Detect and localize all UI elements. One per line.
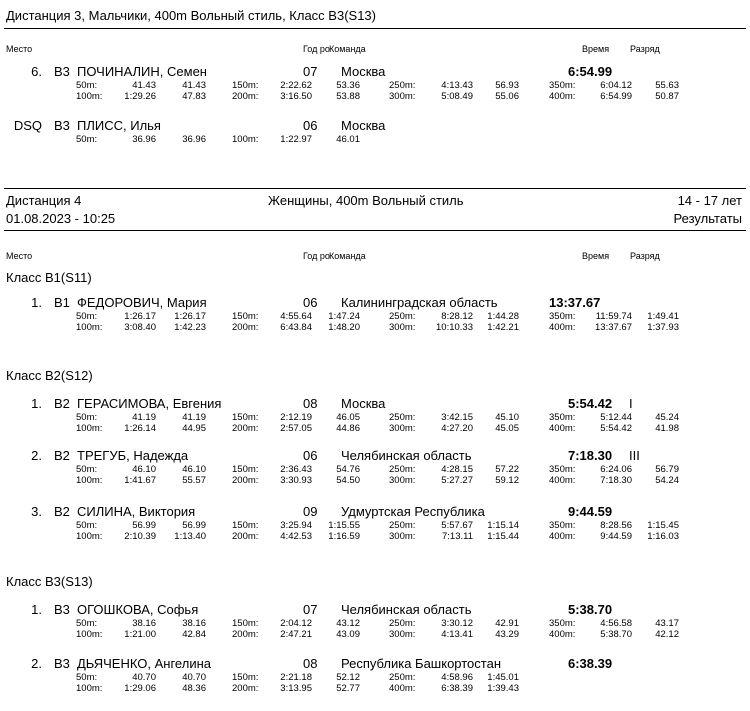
section2-top-divider — [4, 188, 746, 189]
birth-year: 07 — [303, 602, 318, 617]
age-group: 14 - 17 лет — [677, 193, 742, 208]
split-distance-label: 200m: — [232, 629, 259, 640]
birth-year: 08 — [303, 396, 318, 411]
split-time: 41.98 — [655, 423, 679, 434]
split-time: 4:13.41 — [441, 629, 473, 640]
split-time: 42.12 — [655, 629, 679, 640]
col-team-header-2: Команда — [329, 251, 366, 261]
split-distance-label: 50m: — [76, 80, 98, 91]
split-distance-label: 50m: — [76, 672, 98, 683]
birth-year: 06 — [303, 118, 318, 133]
split-time: 57.22 — [495, 464, 519, 475]
col-time-header: Время — [582, 44, 610, 54]
entry-place: 1. — [31, 602, 42, 617]
split-time: 50.87 — [655, 91, 679, 102]
split-distance-label: 250m: — [389, 311, 416, 322]
col-year-header: Год ро — [303, 44, 330, 54]
split-time: 54.50 — [336, 475, 360, 486]
split-time: 54.76 — [336, 464, 360, 475]
split-time: 1:29.26 — [124, 91, 156, 102]
split-distance-label: 300m: — [389, 629, 416, 640]
class-group-title: Класс В1(S11) — [6, 270, 92, 285]
split-time: 43.12 — [336, 618, 360, 629]
split-time: 1:16.03 — [647, 531, 679, 542]
entry-place: 3. — [31, 504, 42, 519]
split-time: 4:55.64 — [280, 311, 312, 322]
split-time: 3:42.15 — [441, 412, 473, 423]
team-name: Москва — [341, 396, 386, 411]
col-team-header: Команда — [329, 44, 366, 54]
split-time: 2:10.39 — [124, 531, 156, 542]
split-time: 1:49.41 — [647, 311, 679, 322]
team-name: Калининградская область — [341, 295, 498, 310]
split-time: 55.57 — [182, 475, 206, 486]
split-time: 6:43.84 — [280, 322, 312, 333]
split-distance-label: 200m: — [232, 475, 259, 486]
split-time: 1:15.45 — [647, 520, 679, 531]
athlete-name: ФЕДОРОВИЧ, Мария — [77, 295, 207, 310]
class-group-title: Класс В2(S12) — [6, 368, 93, 383]
split-time: 56.99 — [182, 520, 206, 531]
split-time: 48.36 — [182, 683, 206, 694]
split-time: 8:28.56 — [600, 520, 632, 531]
entry-place: 1. — [31, 295, 42, 310]
split-distance-label: 100m: — [76, 91, 103, 102]
split-time: 7:18.30 — [600, 475, 632, 486]
split-time: 7:13.11 — [442, 531, 473, 542]
split-time: 41.43 — [182, 80, 206, 91]
final-time: 6:38.39 — [568, 656, 613, 671]
team-name: Москва — [341, 64, 386, 79]
split-distance-label: 400m: — [549, 423, 576, 434]
split-time: 3:30.12 — [441, 618, 473, 629]
split-distance-label: 300m: — [389, 475, 416, 486]
split-distance-label: 350m: — [549, 311, 576, 322]
split-time: 11:59.74 — [595, 311, 632, 322]
split-time: 3:25.94 — [280, 520, 312, 531]
split-distance-label: 100m: — [76, 475, 103, 486]
split-distance-label: 350m: — [549, 464, 576, 475]
athlete-name: ПОЧИНАЛИН, Семен — [77, 64, 207, 79]
split-time: 40.70 — [182, 672, 206, 683]
section1-title: Дистанция 3, Мальчики, 400m Вольный стиль, Класс В3(S13) — [6, 8, 376, 23]
split-distance-label: 250m: — [389, 618, 416, 629]
split-time: 1:29.06 — [124, 683, 156, 694]
split-distance-label: 50m: — [76, 618, 98, 629]
split-time: 46.10 — [132, 464, 156, 475]
split-time: 1:44.28 — [487, 311, 519, 322]
class-group-title: Класс В3(S13) — [6, 574, 93, 589]
split-distance-label: 150m: — [232, 412, 259, 423]
split-distance-label: 100m: — [76, 531, 103, 542]
split-time: 52.12 — [336, 672, 360, 683]
split-time: 1:22.97 — [280, 134, 312, 145]
birth-year: 06 — [303, 448, 318, 463]
split-distance-label: 400m: — [549, 629, 576, 640]
entry-class: В3 — [54, 602, 70, 617]
split-time: 47.83 — [182, 91, 206, 102]
split-distance-label: 150m: — [232, 672, 259, 683]
split-distance-label: 100m: — [232, 134, 259, 145]
entry-place: 1. — [31, 396, 42, 411]
distance-label: Дистанция 4 — [6, 193, 82, 208]
split-distance-label: 300m: — [389, 91, 416, 102]
split-distance-label: 100m: — [76, 423, 103, 434]
split-time: 44.86 — [336, 423, 360, 434]
split-time: 56.79 — [655, 464, 679, 475]
col-rank-header-2: Разряд — [630, 251, 660, 261]
rank-badge: III — [629, 448, 640, 463]
split-time: 41.43 — [132, 80, 156, 91]
split-time: 2:57.05 — [280, 423, 312, 434]
split-time: 1:39.43 — [487, 683, 519, 694]
split-time: 6:04.12 — [600, 80, 632, 91]
team-name: Челябинская область — [341, 448, 472, 463]
split-time: 53.88 — [336, 91, 360, 102]
split-distance-label: 300m: — [389, 322, 416, 333]
entry-class: В2 — [54, 396, 70, 411]
birth-year: 07 — [303, 64, 318, 79]
split-time: 1:13.40 — [174, 531, 206, 542]
split-distance-label: 350m: — [549, 520, 576, 531]
split-time: 42.91 — [495, 618, 519, 629]
split-time: 1:42.23 — [174, 322, 206, 333]
rank-badge: I — [629, 396, 633, 411]
birth-year: 08 — [303, 656, 318, 671]
split-time: 43.29 — [495, 629, 519, 640]
split-time: 5:27.27 — [441, 475, 473, 486]
split-distance-label: 250m: — [389, 412, 416, 423]
split-time: 1:15.44 — [487, 531, 519, 542]
split-time: 13:37.67 — [595, 322, 632, 333]
split-time: 3:16.50 — [280, 91, 312, 102]
final-time: 7:18.30 — [568, 448, 613, 463]
entry-class: В2 — [54, 504, 70, 519]
split-time: 6:38.39 — [441, 683, 473, 694]
entry-place: 2. — [31, 656, 42, 671]
final-time: 5:38.70 — [568, 602, 613, 617]
athlete-name: ПЛИСС, Илья — [77, 118, 161, 133]
team-name: Москва — [341, 118, 386, 133]
split-distance-label: 150m: — [232, 80, 259, 91]
split-distance-label: 400m: — [549, 322, 576, 333]
final-time: 5:54.42 — [568, 396, 613, 411]
split-time: 3:13.95 — [280, 683, 312, 694]
split-time: 10:10.33 — [436, 322, 473, 333]
col-time-header-2: Время — [582, 251, 610, 261]
split-time: 2:04.12 — [280, 618, 312, 629]
split-time: 59.12 — [495, 475, 519, 486]
split-time: 52.77 — [336, 683, 360, 694]
team-name: Челябинская область — [341, 602, 472, 617]
col-year-header-2: Год ро — [303, 251, 330, 261]
split-time: 1:16.59 — [328, 531, 360, 542]
split-time: 1:41.67 — [124, 475, 156, 486]
split-time: 38.16 — [132, 618, 156, 629]
split-time: 46.05 — [336, 412, 360, 423]
split-time: 36.96 — [132, 134, 156, 145]
split-time: 45.10 — [495, 412, 519, 423]
athlete-name: ДЬЯЧЕНКО, Ангелина — [77, 656, 211, 671]
athlete-name: ГЕРАСИМОВА, Евгения — [77, 396, 222, 411]
split-distance-label: 50m: — [76, 134, 98, 145]
col-place-header: Место — [6, 44, 33, 54]
split-time: 41.19 — [132, 412, 156, 423]
entry-class: В3 — [54, 64, 70, 79]
split-distance-label: 150m: — [232, 520, 259, 531]
split-distance-label: 50m: — [76, 464, 98, 475]
split-distance-label: 200m: — [232, 91, 259, 102]
split-time: 9:44.59 — [600, 531, 632, 542]
split-time: 46.01 — [336, 134, 360, 145]
split-time: 4:13.43 — [441, 80, 473, 91]
split-distance-label: 400m: — [389, 683, 416, 694]
split-time: 55.63 — [655, 80, 679, 91]
split-distance-label: 250m: — [389, 520, 416, 531]
split-time: 4:27.20 — [441, 423, 473, 434]
split-time: 54.24 — [655, 475, 679, 486]
entry-place: 6. — [31, 64, 42, 79]
entry-class: В3 — [54, 656, 70, 671]
split-time: 1:42.21 — [487, 322, 519, 333]
entry-class: В1 — [54, 295, 70, 310]
event-title: Женщины, 400m Вольный стиль — [268, 193, 464, 208]
split-time: 1:26.17 — [174, 311, 206, 322]
split-time: 4:56.58 — [600, 618, 632, 629]
split-distance-label: 350m: — [549, 80, 576, 91]
split-time: 36.96 — [182, 134, 206, 145]
split-distance-label: 200m: — [232, 683, 259, 694]
split-distance-label: 150m: — [232, 618, 259, 629]
split-time: 8:28.12 — [441, 311, 473, 322]
split-time: 53.36 — [336, 80, 360, 91]
split-time: 2:47.21 — [280, 629, 312, 640]
split-time: 5:12.44 — [600, 412, 632, 423]
split-time: 3:08.40 — [124, 322, 156, 333]
split-distance-label: 300m: — [389, 531, 416, 542]
split-time: 40.70 — [132, 672, 156, 683]
split-time: 5:08.49 — [441, 91, 473, 102]
col-place-header-2: Место — [6, 251, 33, 261]
birth-year: 06 — [303, 295, 318, 310]
split-time: 2:22.62 — [280, 80, 312, 91]
col-rank-header: Разряд — [630, 44, 660, 54]
entry-class: В3 — [54, 118, 70, 133]
split-time: 45.05 — [495, 423, 519, 434]
birth-year: 09 — [303, 504, 318, 519]
split-distance-label: 350m: — [549, 412, 576, 423]
split-distance-label: 50m: — [76, 412, 98, 423]
split-time: 4:58.96 — [441, 672, 473, 683]
section2-divider — [4, 230, 746, 231]
athlete-name: ТРЕГУБ, Надежда — [77, 448, 189, 463]
team-name: Республика Башкортостан — [341, 656, 501, 671]
split-time: 1:15.14 — [487, 520, 519, 531]
split-time: 55.06 — [495, 91, 519, 102]
results-label: Результаты — [673, 211, 742, 226]
split-distance-label: 50m: — [76, 520, 98, 531]
split-time: 5:38.70 — [600, 629, 632, 640]
split-time: 1:37.93 — [647, 322, 679, 333]
entry-place: 2. — [31, 448, 42, 463]
split-time: 1:15.55 — [328, 520, 360, 531]
split-time: 1:48.20 — [328, 322, 360, 333]
split-distance-label: 100m: — [76, 629, 103, 640]
split-time: 56.99 — [132, 520, 156, 531]
split-time: 1:45.01 — [487, 672, 519, 683]
split-distance-label: 150m: — [232, 311, 259, 322]
team-name: Удмуртская Республика — [341, 504, 485, 519]
final-time: 13:37.67 — [549, 295, 601, 310]
split-time: 2:36.43 — [280, 464, 312, 475]
split-time: 2:12.19 — [280, 412, 312, 423]
split-distance-label: 250m: — [389, 464, 416, 475]
final-time: 9:44.59 — [568, 504, 613, 519]
athlete-name: ОГОШКОВА, Софья — [77, 602, 199, 617]
split-distance-label: 200m: — [232, 531, 259, 542]
section1-divider — [4, 28, 746, 29]
split-distance-label: 300m: — [389, 423, 416, 434]
split-distance-label: 100m: — [76, 322, 103, 333]
final-time: 6:54.99 — [568, 64, 613, 79]
event-datetime: 01.08.2023 - 10:25 — [6, 211, 116, 226]
split-time: 4:28.15 — [441, 464, 473, 475]
split-distance-label: 200m: — [232, 423, 259, 434]
split-time: 5:54.42 — [600, 423, 632, 434]
split-time: 6:24.06 — [600, 464, 632, 475]
split-distance-label: 250m: — [389, 80, 416, 91]
entry-class: В2 — [54, 448, 70, 463]
split-distance-label: 200m: — [232, 322, 259, 333]
split-time: 1:26.17 — [124, 311, 156, 322]
split-time: 4:42.53 — [280, 531, 312, 542]
split-time: 44.95 — [182, 423, 206, 434]
split-distance-label: 150m: — [232, 464, 259, 475]
split-time: 1:21.00 — [124, 629, 156, 640]
split-time: 45.24 — [655, 412, 679, 423]
split-time: 5:57.67 — [441, 520, 473, 531]
split-distance-label: 50m: — [76, 311, 98, 322]
split-time: 1:47.24 — [328, 311, 360, 322]
split-time: 1:26.14 — [124, 423, 156, 434]
split-time: 43.09 — [336, 629, 360, 640]
split-distance-label: 100m: — [76, 683, 103, 694]
athlete-name: СИЛИНА, Виктория — [77, 504, 196, 519]
split-time: 41.19 — [182, 412, 206, 423]
split-time: 56.93 — [495, 80, 519, 91]
split-time: 42.84 — [182, 629, 206, 640]
entry-place: DSQ — [13, 118, 42, 133]
split-distance-label: 400m: — [549, 475, 576, 486]
split-distance-label: 400m: — [549, 531, 576, 542]
split-distance-label: 400m: — [549, 91, 576, 102]
split-distance-label: 250m: — [389, 672, 416, 683]
split-time: 46.10 — [182, 464, 206, 475]
split-distance-label: 350m: — [549, 618, 576, 629]
split-time: 43.17 — [655, 618, 679, 629]
split-time: 2:21.18 — [280, 672, 312, 683]
split-time: 38.16 — [182, 618, 206, 629]
split-time: 6:54.99 — [600, 91, 632, 102]
split-time: 3:30.93 — [280, 475, 312, 486]
